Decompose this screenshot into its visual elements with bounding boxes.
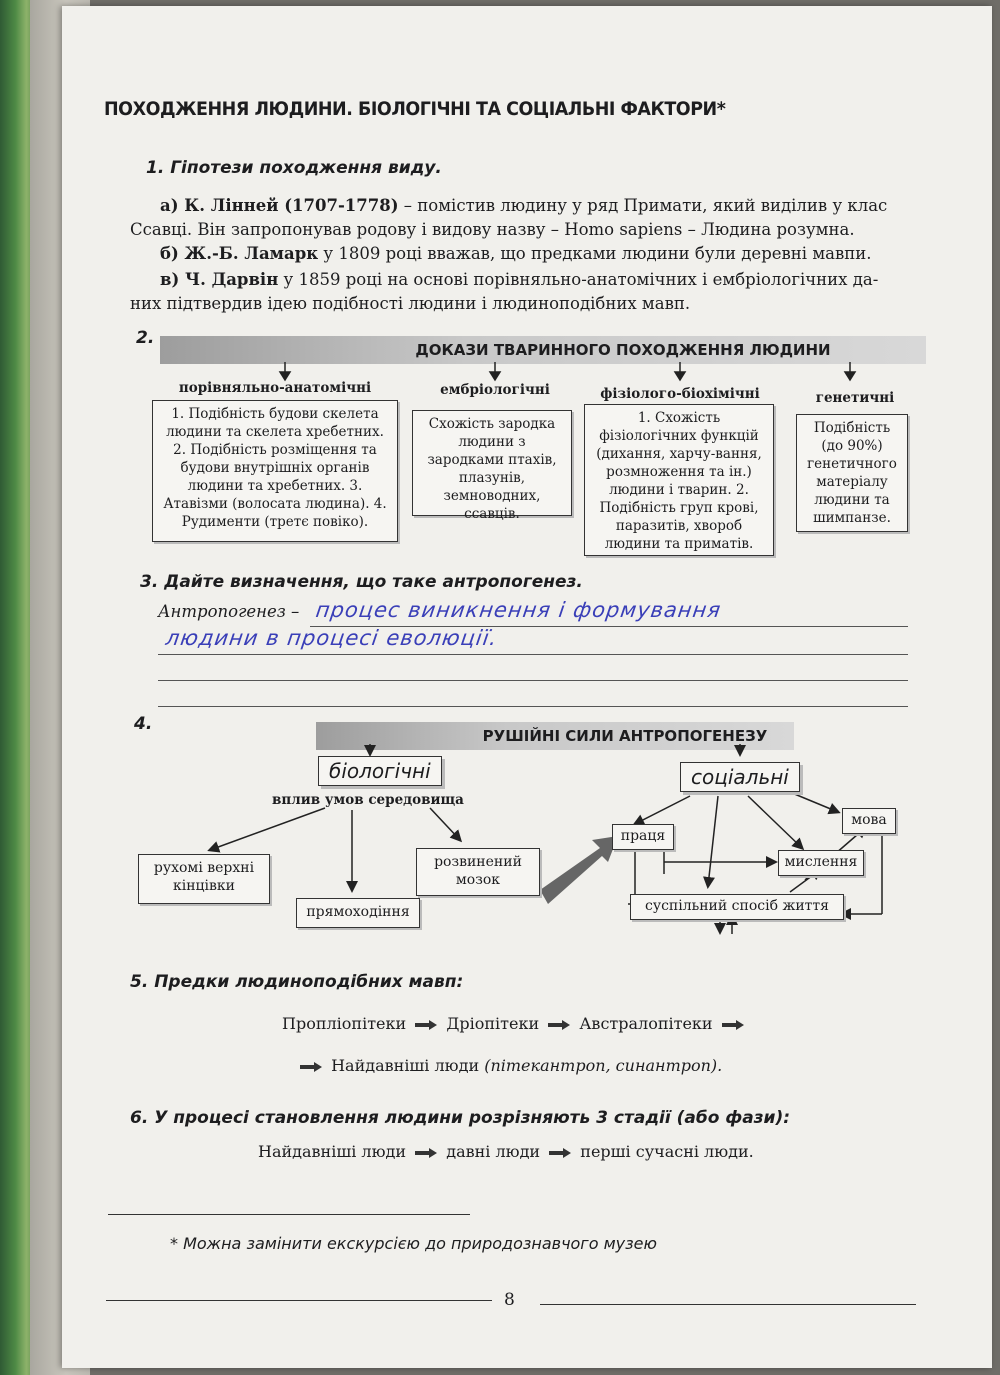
footnote-rule	[108, 1214, 470, 1215]
s2-number: 2.	[136, 328, 155, 348]
s2-col2-head: ембріологічні	[440, 382, 550, 398]
s5-heading: 5. Предки людиноподібних мавп:	[130, 972, 464, 992]
s5-item-1: Пропліопітеки	[282, 1014, 407, 1033]
s3-rule-1	[310, 626, 908, 627]
s4-bar-label: РУШІЙНІ СИЛИ АНТРОПОГЕНЕЗУ	[482, 727, 768, 745]
s6-heading: 6. У процесі становлення людини розрізняють 3 стадії (або фази):	[130, 1108, 791, 1128]
s4-number: 4.	[134, 714, 153, 734]
s1-c	[160, 268, 940, 292]
s2-col3-head: фізіолого-біохімічні	[600, 386, 760, 402]
s4-soc-item-speech: мова	[842, 808, 896, 834]
s1-a	[160, 194, 940, 218]
s1-heading: 1. Гіпотези походження виду.	[146, 158, 442, 178]
s3-heading: 3. Дайте визначення, що таке антропогенез.	[140, 572, 583, 592]
s2-col4-box: Подібність (до 90%) генетичного матеріалу людини та шимпанзе.	[796, 414, 908, 532]
footnote: * Можна замінити екскурсією до природознавчого музею	[170, 1234, 657, 1253]
page-number: 8	[504, 1290, 515, 1310]
page-title: ПОХОДЖЕННЯ ЛЮДИНИ. БІОЛОГІЧНІ ТА СОЦІАЛЬНІ ФАКТОРИ*	[104, 98, 726, 120]
s5-chain-2	[296, 1056, 722, 1075]
s4-soc-item-labour: праця	[612, 824, 674, 850]
s5-item-2: Дріопітеки	[446, 1014, 540, 1033]
s4-bio-item-brain: розвинений мозок	[416, 848, 540, 896]
s2-col1-head: порівняльно-анатомічні	[178, 380, 372, 396]
footer-rule-right	[540, 1304, 916, 1305]
s6-item-1: Найдавніші люди	[258, 1142, 407, 1161]
s2-bar	[160, 336, 926, 364]
s3-rule-4	[158, 706, 908, 707]
s2-col2-box: Схожість зародка людини з зародками птахів, плазунів, земноводних, ссавців.	[412, 410, 572, 516]
s2-bar-label: ДОКАЗИ ТВАРИННОГО ПОХОДЖЕННЯ ЛЮДИНИ	[415, 341, 831, 359]
s1-a-text2: Ссавці. Він запропонував родову і видову назву – Homo sapiens – Людина розумна.	[130, 220, 855, 239]
s6-chain	[258, 1142, 754, 1161]
s5-item-3: Австралопітеки	[579, 1014, 713, 1033]
s3-rule-2	[158, 654, 908, 655]
footer-rule-left	[106, 1300, 492, 1301]
s1-b	[160, 242, 940, 266]
s5-item-4-note: (пітекантроп, синантроп).	[484, 1056, 723, 1075]
s1-b-text: у 1809 році вважав, що предками людини були деревні мавпи.	[318, 244, 872, 263]
s3-rule-3	[158, 680, 908, 681]
s5-item-4: Найдавніші люди	[331, 1056, 480, 1075]
arrow-right-icon	[722, 1020, 744, 1030]
s4-social-label: соціальні	[680, 762, 800, 792]
s1-c-text1: у 1859 році на основі порівняльно-анатомічних і ембріологічних да-	[278, 270, 879, 289]
s1-c-name: в) Ч. Дарвін	[160, 270, 279, 289]
s6-item-2: давні люди	[446, 1142, 541, 1161]
arrow-right-icon	[415, 1148, 437, 1158]
s2-col1-box: 1. Подібність будови скелета людини та скелета хребетних. 2. Подібність розміщення та будови внутрішніх органів людини та хребетних. 3. Атавізми (волосата людина). 4. Рудименти (третє повіко).	[152, 400, 398, 542]
s4-bio-item-bipedalism: прямоходіння	[296, 898, 420, 928]
arrow-right-icon	[549, 1148, 571, 1158]
arrow-right-icon	[548, 1020, 570, 1030]
s4-soc-item-society: суспільний спосіб життя	[630, 894, 844, 920]
s1-a-name: а) К. Лінней (1707-1778)	[160, 196, 399, 215]
s2-col3-box: 1. Схожість фізіологічних функцій (дихання, харчу-вання, розмноження та ін.) людини і тварин. 2. Подібність груп крові, паразитів, хвороб людини та приматів.	[584, 404, 774, 556]
s3-label: Антропогенез –	[158, 602, 300, 621]
arrow-right-icon	[415, 1020, 437, 1030]
s4-biological-label: біологічні	[318, 756, 442, 786]
arrow-right-icon	[300, 1062, 322, 1072]
s5-chain	[282, 1014, 748, 1033]
s4-bio-item-arms: рухомі верхні кінцівки	[138, 854, 270, 904]
s4-biological-sub: вплив умов середовища	[272, 792, 464, 808]
s3-handwriting-1: процес виникнення і формування	[314, 598, 723, 622]
s6-item-3: перші сучасні люди.	[580, 1142, 754, 1161]
s3-handwriting-2: людини в процесі еволюції.	[164, 626, 500, 650]
s1-a-text1: – помістив людину у ряд Примати, який виділив у клас	[398, 196, 888, 215]
s2-col4-head: генетичні	[815, 390, 895, 406]
s4-soc-item-thinking: мислення	[778, 850, 864, 876]
s1-c-text2: них підтвердив ідею подібності людини і людиноподібних мавп.	[130, 294, 691, 313]
s1-b-name: б) Ж.-Б. Ламарк	[160, 244, 319, 263]
